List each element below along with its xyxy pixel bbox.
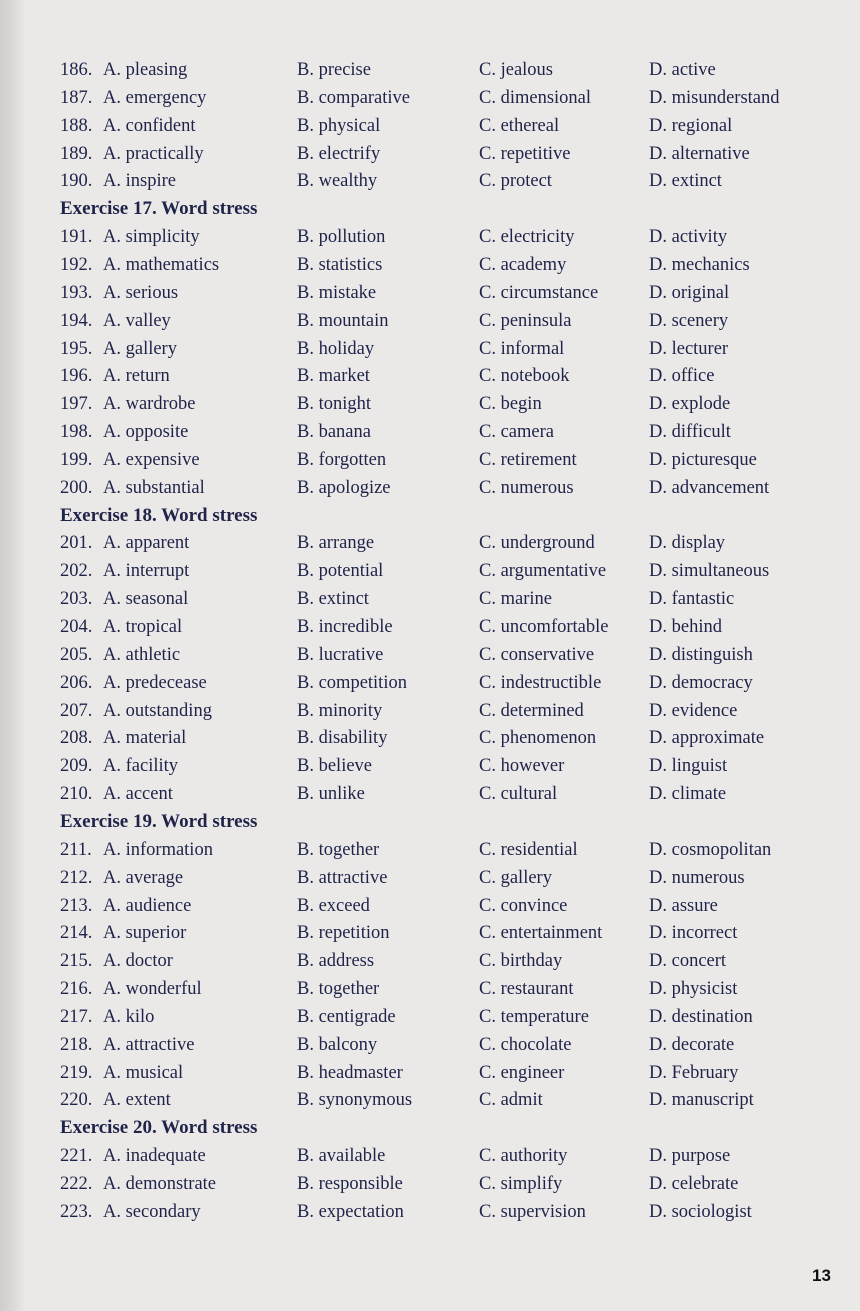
- option-d: D. original: [649, 283, 730, 303]
- option-a: A. musical: [103, 1063, 184, 1083]
- option-a: A. substantial: [103, 478, 205, 498]
- question-number: 187.: [60, 88, 93, 108]
- option-d: D. advancement: [649, 478, 770, 498]
- option-b: B. market: [297, 366, 370, 386]
- option-a: A. secondary: [103, 1202, 201, 1222]
- option-b: B. holiday: [297, 339, 375, 359]
- option-d: D. simultaneous: [649, 561, 770, 581]
- option-c: C. phenomenon: [479, 728, 597, 748]
- exercise-heading: Exercise 20. Word stress: [60, 1117, 258, 1138]
- question-row: [0, 307, 860, 335]
- option-c: C. admit: [479, 1090, 543, 1110]
- option-b: B. attractive: [297, 868, 388, 888]
- option-a: A. opposite: [103, 422, 189, 442]
- option-a: A. inspire: [103, 171, 176, 191]
- question-number: 218.: [60, 1035, 93, 1055]
- question-row: [0, 752, 860, 780]
- option-a: A. expensive: [103, 450, 200, 470]
- option-d: D. picturesque: [649, 450, 757, 470]
- question-number: 214.: [60, 923, 93, 943]
- option-d: D. sociologist: [649, 1202, 752, 1222]
- option-b: B. apologize: [297, 478, 391, 498]
- option-a: A. athletic: [103, 645, 181, 665]
- question-number: 206.: [60, 673, 93, 693]
- question-number: 189.: [60, 144, 93, 164]
- question-row: [0, 279, 860, 307]
- option-d: D. distinguish: [649, 645, 753, 665]
- option-d: D. alternative: [649, 144, 750, 164]
- question-row: [0, 1198, 860, 1226]
- option-c: C. jealous: [479, 60, 553, 80]
- question-row: [0, 1031, 860, 1059]
- option-a: A. attractive: [103, 1035, 195, 1055]
- option-c: C. ethereal: [479, 116, 560, 136]
- option-a: A. wardrobe: [103, 394, 196, 414]
- question-row: [0, 947, 860, 975]
- option-b: B. synonymous: [297, 1090, 413, 1110]
- question-row: [0, 56, 860, 84]
- question-number: 193.: [60, 283, 93, 303]
- option-a: A. superior: [103, 923, 187, 943]
- option-a: A. demonstrate: [103, 1174, 217, 1194]
- question-row: [0, 390, 860, 418]
- question-row: [0, 557, 860, 585]
- option-d: D. climate: [649, 784, 727, 804]
- option-d: D. purpose: [649, 1146, 731, 1166]
- question-number: 197.: [60, 394, 93, 414]
- option-c: C. determined: [479, 701, 584, 721]
- option-b: B. physical: [297, 116, 381, 136]
- question-row: [0, 864, 860, 892]
- option-c: C. simplify: [479, 1174, 563, 1194]
- option-d: D. regional: [649, 116, 733, 136]
- option-d: D. destination: [649, 1007, 753, 1027]
- option-b: B. mistake: [297, 283, 377, 303]
- option-d: D. behind: [649, 617, 722, 637]
- question-number: 212.: [60, 868, 93, 888]
- question-number: 215.: [60, 951, 93, 971]
- option-b: B. wealthy: [297, 171, 378, 191]
- question-number: 220.: [60, 1090, 93, 1110]
- option-a: A. average: [103, 868, 184, 888]
- option-c: C. entertainment: [479, 923, 603, 943]
- question-number: 191.: [60, 227, 93, 247]
- question-row: [0, 474, 860, 502]
- option-c: C. underground: [479, 533, 595, 553]
- question-number: 199.: [60, 450, 93, 470]
- question-number: 201.: [60, 533, 93, 553]
- question-row: [0, 919, 860, 947]
- question-number: 195.: [60, 339, 93, 359]
- option-c: C. birthday: [479, 951, 563, 971]
- option-a: A. kilo: [103, 1007, 155, 1027]
- option-a: A. gallery: [103, 339, 177, 359]
- question-row: [0, 697, 860, 725]
- question-number: 222.: [60, 1174, 93, 1194]
- question-number: 221.: [60, 1146, 93, 1166]
- question-number: 210.: [60, 784, 93, 804]
- exercise-heading: Exercise 19. Word stress: [60, 811, 258, 832]
- option-a: A. extent: [103, 1090, 171, 1110]
- option-b: B. incredible: [297, 617, 393, 637]
- option-d: D. incorrect: [649, 923, 738, 943]
- option-c: C. cultural: [479, 784, 558, 804]
- option-c: C. peninsula: [479, 311, 572, 331]
- question-number: 209.: [60, 756, 93, 776]
- question-row: [0, 1003, 860, 1031]
- option-b: B. expectation: [297, 1202, 404, 1222]
- question-number: 217.: [60, 1007, 93, 1027]
- option-b: B. minority: [297, 701, 383, 721]
- question-number: 188.: [60, 116, 93, 136]
- option-a: A. inadequate: [103, 1146, 206, 1166]
- option-c: C. temperature: [479, 1007, 589, 1027]
- option-b: B. tonight: [297, 394, 372, 414]
- option-c: C. notebook: [479, 366, 570, 386]
- option-a: A. simplicity: [103, 227, 200, 247]
- option-b: B. electrify: [297, 144, 381, 164]
- option-d: D. mechanics: [649, 255, 750, 275]
- option-d: D. office: [649, 366, 715, 386]
- option-b: B. banana: [297, 422, 371, 442]
- option-a: A. interrupt: [103, 561, 190, 581]
- option-a: A. practically: [103, 144, 204, 164]
- question-number: 219.: [60, 1063, 93, 1083]
- option-c: C. authority: [479, 1146, 568, 1166]
- option-d: D. extinct: [649, 171, 722, 191]
- question-row: [0, 669, 860, 697]
- option-c: C. however: [479, 756, 565, 776]
- option-b: B. exceed: [297, 896, 370, 916]
- option-a: A. material: [103, 728, 187, 748]
- option-b: B. together: [297, 979, 380, 999]
- option-c: C. engineer: [479, 1063, 565, 1083]
- question-row: [0, 613, 860, 641]
- option-c: C. retirement: [479, 450, 577, 470]
- option-c: C. supervision: [479, 1202, 586, 1222]
- option-b: B. potential: [297, 561, 384, 581]
- question-number: 213.: [60, 896, 93, 916]
- option-a: A. facility: [103, 756, 179, 776]
- option-d: D. cosmopolitan: [649, 840, 772, 860]
- option-d: D. scenery: [649, 311, 729, 331]
- option-c: C. begin: [479, 394, 542, 414]
- option-c: C. protect: [479, 171, 552, 191]
- question-row: [0, 446, 860, 474]
- option-a: A. apparent: [103, 533, 190, 553]
- question-number: 223.: [60, 1202, 93, 1222]
- option-b: B. address: [297, 951, 375, 971]
- option-d: D. lecturer: [649, 339, 729, 359]
- option-a: A. return: [103, 366, 170, 386]
- option-a: A. valley: [103, 311, 171, 331]
- question-number: 205.: [60, 645, 93, 665]
- question-number: 186.: [60, 60, 93, 80]
- option-a: A. doctor: [103, 951, 173, 971]
- option-d: D. physicist: [649, 979, 738, 999]
- question-row: [0, 836, 860, 864]
- option-a: A. serious: [103, 283, 179, 303]
- option-c: C. argumentative: [479, 561, 607, 581]
- option-d: D. difficult: [649, 422, 731, 442]
- option-a: A. confident: [103, 116, 196, 136]
- question-row: [0, 641, 860, 669]
- question-row: [0, 585, 860, 613]
- option-d: D. approximate: [649, 728, 765, 748]
- option-d: D. decorate: [649, 1035, 735, 1055]
- option-a: A. information: [103, 840, 213, 860]
- option-b: B. centigrade: [297, 1007, 396, 1027]
- option-d: D. February: [649, 1063, 739, 1083]
- option-d: D. assure: [649, 896, 718, 916]
- question-row: [0, 1170, 860, 1198]
- option-b: B. statistics: [297, 255, 383, 275]
- option-a: A. predecease: [103, 673, 207, 693]
- option-b: B. available: [297, 1146, 386, 1166]
- option-a: A. outstanding: [103, 701, 212, 721]
- option-b: B. repetition: [297, 923, 390, 943]
- option-a: A. mathematics: [103, 255, 220, 275]
- option-c: C. chocolate: [479, 1035, 572, 1055]
- option-c: C. repetitive: [479, 144, 571, 164]
- option-d: D. manuscript: [649, 1090, 754, 1110]
- option-c: C. numerous: [479, 478, 574, 498]
- option-b: B. mountain: [297, 311, 389, 331]
- option-c: C. conservative: [479, 645, 595, 665]
- option-a: A. audience: [103, 896, 192, 916]
- option-a: A. pleasing: [103, 60, 188, 80]
- option-c: C. informal: [479, 339, 565, 359]
- question-number: 198.: [60, 422, 93, 442]
- option-b: B. responsible: [297, 1174, 403, 1194]
- option-d: D. evidence: [649, 701, 738, 721]
- question-number: 208.: [60, 728, 93, 748]
- option-b: B. unlike: [297, 784, 365, 804]
- option-b: B. headmaster: [297, 1063, 403, 1083]
- question-row: [0, 1059, 860, 1087]
- question-number: 196.: [60, 366, 93, 386]
- question-row: [0, 780, 860, 808]
- option-c: C. electricity: [479, 227, 575, 247]
- option-b: B. disability: [297, 728, 388, 748]
- question-number: 204.: [60, 617, 93, 637]
- option-c: C. gallery: [479, 868, 552, 888]
- option-a: A. emergency: [103, 88, 207, 108]
- question-row: [0, 223, 860, 251]
- question-number: 203.: [60, 589, 93, 609]
- option-c: C. circumstance: [479, 283, 599, 303]
- option-c: C. uncomfortable: [479, 617, 609, 637]
- question-number: 216.: [60, 979, 93, 999]
- option-d: D. fantastic: [649, 589, 735, 609]
- option-d: D. misunderstand: [649, 88, 780, 108]
- option-c: C. marine: [479, 589, 552, 609]
- question-row: [0, 418, 860, 446]
- exercise-heading: Exercise 18. Word stress: [60, 505, 258, 526]
- option-b: B. arrange: [297, 533, 375, 553]
- question-row: [0, 724, 860, 752]
- question-row: [0, 140, 860, 168]
- question-row: [0, 975, 860, 1003]
- option-d: D. active: [649, 60, 716, 80]
- option-c: C. camera: [479, 422, 554, 442]
- option-c: C. academy: [479, 255, 567, 275]
- option-b: B. comparative: [297, 88, 411, 108]
- question-row: [0, 251, 860, 279]
- exercise-heading: Exercise 17. Word stress: [60, 198, 258, 219]
- option-d: D. linguist: [649, 756, 728, 776]
- option-d: D. explode: [649, 394, 731, 414]
- question-number: 190.: [60, 171, 93, 191]
- question-number: 207.: [60, 701, 93, 721]
- option-d: D. celebrate: [649, 1174, 739, 1194]
- question-row: [0, 1142, 860, 1170]
- question-row: [0, 529, 860, 557]
- option-c: C. indestructible: [479, 673, 602, 693]
- option-b: B. precise: [297, 60, 371, 80]
- option-a: A. accent: [103, 784, 173, 804]
- option-b: B. competition: [297, 673, 407, 693]
- option-b: B. forgotten: [297, 450, 387, 470]
- question-row: [0, 112, 860, 140]
- question-number: 211.: [60, 840, 92, 860]
- question-number: 194.: [60, 311, 93, 331]
- option-c: C. dimensional: [479, 88, 592, 108]
- question-row: [0, 892, 860, 920]
- question-number: 200.: [60, 478, 93, 498]
- question-number: 192.: [60, 255, 93, 275]
- option-c: C. convince: [479, 896, 568, 916]
- page-number: 13: [812, 1266, 831, 1285]
- question-row: [0, 335, 860, 363]
- option-b: B. pollution: [297, 227, 386, 247]
- option-a: A. tropical: [103, 617, 183, 637]
- option-d: D. activity: [649, 227, 728, 247]
- option-d: D. numerous: [649, 868, 745, 888]
- option-b: B. extinct: [297, 589, 369, 609]
- option-c: C. residential: [479, 840, 578, 860]
- question-row: [0, 362, 860, 390]
- option-d: D. democracy: [649, 673, 753, 693]
- question-row: [0, 1086, 860, 1114]
- question-row: [0, 84, 860, 112]
- option-a: A. wonderful: [103, 979, 202, 999]
- option-c: C. restaurant: [479, 979, 574, 999]
- option-a: A. seasonal: [103, 589, 189, 609]
- question-number: 202.: [60, 561, 93, 581]
- option-d: D. concert: [649, 951, 727, 971]
- option-b: B. believe: [297, 756, 373, 776]
- option-b: B. balcony: [297, 1035, 378, 1055]
- option-d: D. display: [649, 533, 726, 553]
- option-b: B. lucrative: [297, 645, 384, 665]
- question-row: [0, 167, 860, 195]
- option-b: B. together: [297, 840, 380, 860]
